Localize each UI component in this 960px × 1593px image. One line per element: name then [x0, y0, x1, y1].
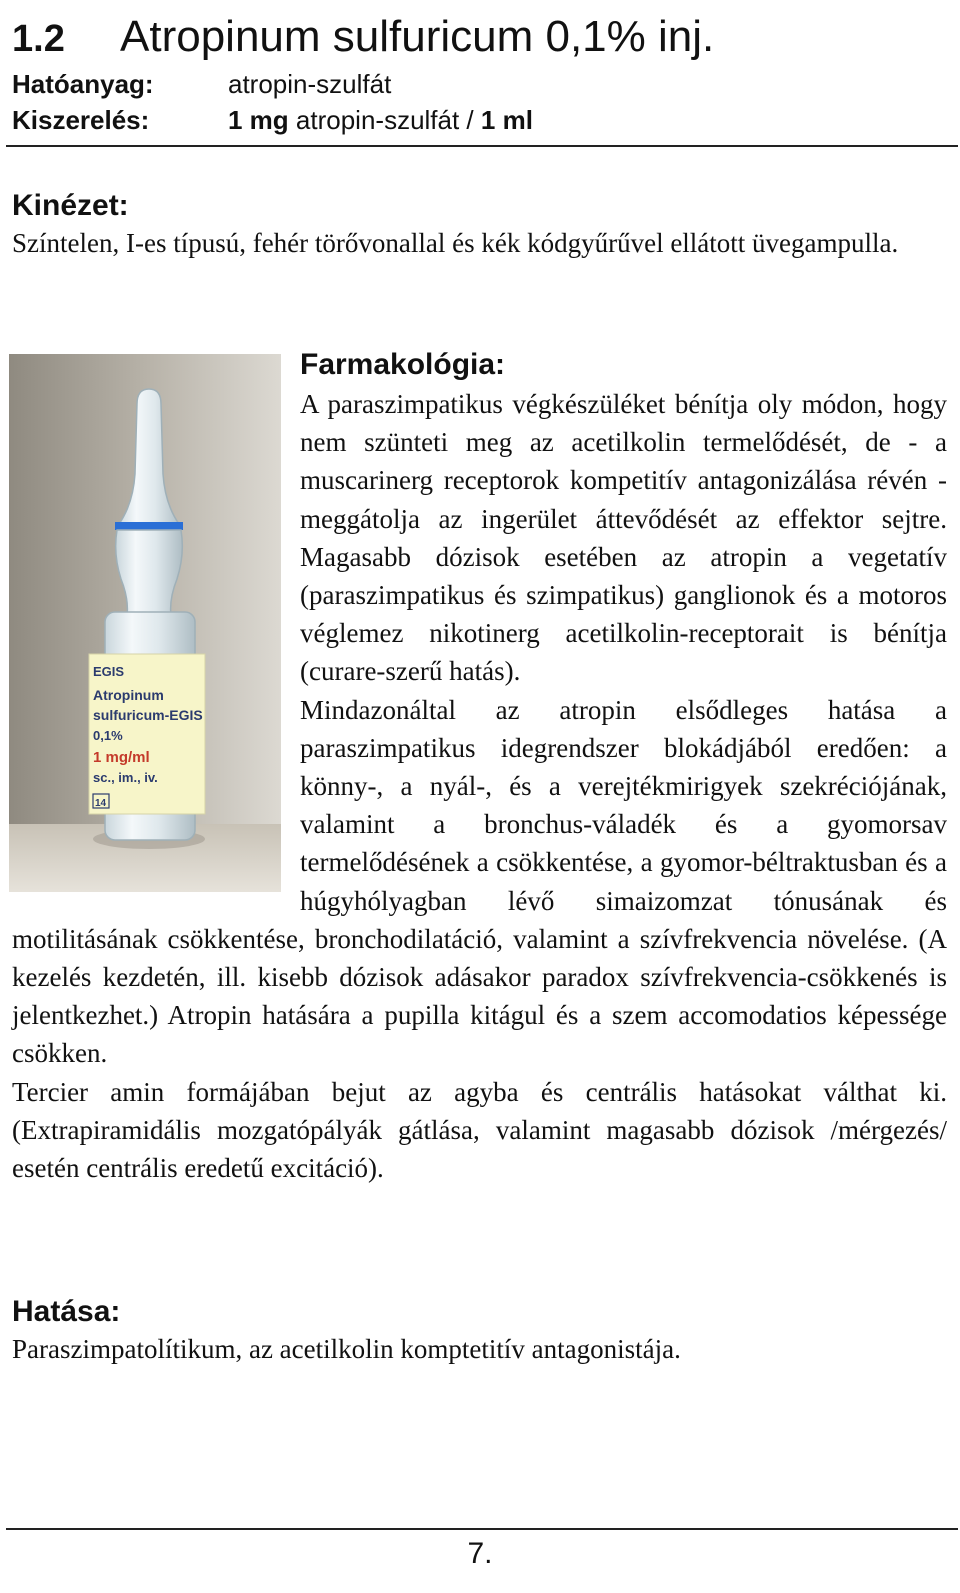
- ampoule-label-line: Atropinum: [93, 687, 164, 703]
- packaging-amount: 1 mg: [228, 105, 289, 135]
- ampoule-label-line: 0,1%: [93, 728, 123, 743]
- active-ingredient-row: [12, 66, 942, 102]
- ampoule-illustration: [9, 354, 281, 892]
- footer-divider: [6, 1528, 958, 1530]
- ampoule-label-line: 1 mg/ml: [93, 749, 150, 766]
- pharmacology-section: [12, 347, 947, 1187]
- appearance-section: [12, 188, 948, 262]
- effect-heading: Hatása:: [12, 1295, 121, 1328]
- ampoule-label-line: 14: [95, 798, 107, 809]
- pharmacology-paragraph: Mindazonáltal az atropin elsődleges hatása a paraszimpatikus idegrendszer blokádjából eredően: a könny-, a nyál-, és a verejtékmirigyek szekréciójának, valamint a bronchus-váladék és a gyomorsav termelődésének a csökkentése, a gyomor-béltraktusban és a húgyhólyagban lévő simaizomzat tónusának és motilitásának csökkentése, bronchodilatáció, valamint a szívfrekvencia növelése. (A kezelés kezdetén, ill. kisebb dózisok adásakor paradox szívfrekvencia-csökkenés is jelentkezhet.) Atropin hatására a pupilla kitágul és a szem accomodatios képessége csökken.: [12, 694, 947, 1069]
- active-ingredient-value: atropin-szulfát: [228, 69, 392, 99]
- pharmacology-paragraph: A paraszimpatikus végkészüléket bénítja oly módon, hogy nem szünteti meg az acetilkolin termelődését, de - a muscarinerg receptorok kompetitív antagonizálása révén - meggátolja az ingerület áttevődését az effektor sejtre. Magasabb dózisok esetében az atropin a vegetatív (paraszimpatikus és szimpatikus) ganglionok és a motoros véglemez nikotinerg acetilkolin-receptorait is bénítja (curare-szerű hatás).: [300, 389, 947, 687]
- effect-text: Paraszimpatolítikum, az acetilkolin komptetitív antagonistája.: [12, 1334, 681, 1364]
- packaging-middle: atropin-szulfát /: [288, 105, 481, 135]
- packaging-label: Kiszerelés:: [12, 105, 150, 135]
- drug-title: [12, 10, 942, 66]
- ampoule-label-line: EGIS: [93, 664, 125, 679]
- page-number: 7.: [467, 1537, 493, 1570]
- document-header: [12, 10, 942, 138]
- effect-section: [12, 1294, 948, 1368]
- appearance-heading: Kinézet:: [12, 189, 129, 222]
- ampoule-label-line: sc., im., iv.: [93, 770, 158, 785]
- ampoule-photo: [9, 354, 281, 892]
- packaging-row: [12, 102, 942, 138]
- pharmacology-paragraph: Tercier amin formájában bejut az agyba és centrális hatásokat válthat ki. (Extrapiramidális mozgatópályák gátlása, valamint magasabb dózisok /mérgezés/ esetén centrális eredetű excitáció).: [12, 1076, 947, 1184]
- active-ingredient-label: Hatóanyag:: [12, 69, 154, 99]
- packaging-volume: 1 ml: [480, 105, 533, 135]
- drug-name: Atropinum sulfuricum 0,1% inj.: [120, 12, 715, 61]
- header-divider: [6, 145, 958, 147]
- appearance-text: Színtelen, I-es típusú, fehér törővonallal és kék kódgyűrűvel ellátott üvegampulla.: [12, 228, 899, 258]
- pharmacology-heading: Farmakológia:: [300, 348, 506, 381]
- ampoule-label-line: sulfuricum-EGIS: [93, 707, 203, 723]
- section-number: 1.2: [12, 18, 65, 60]
